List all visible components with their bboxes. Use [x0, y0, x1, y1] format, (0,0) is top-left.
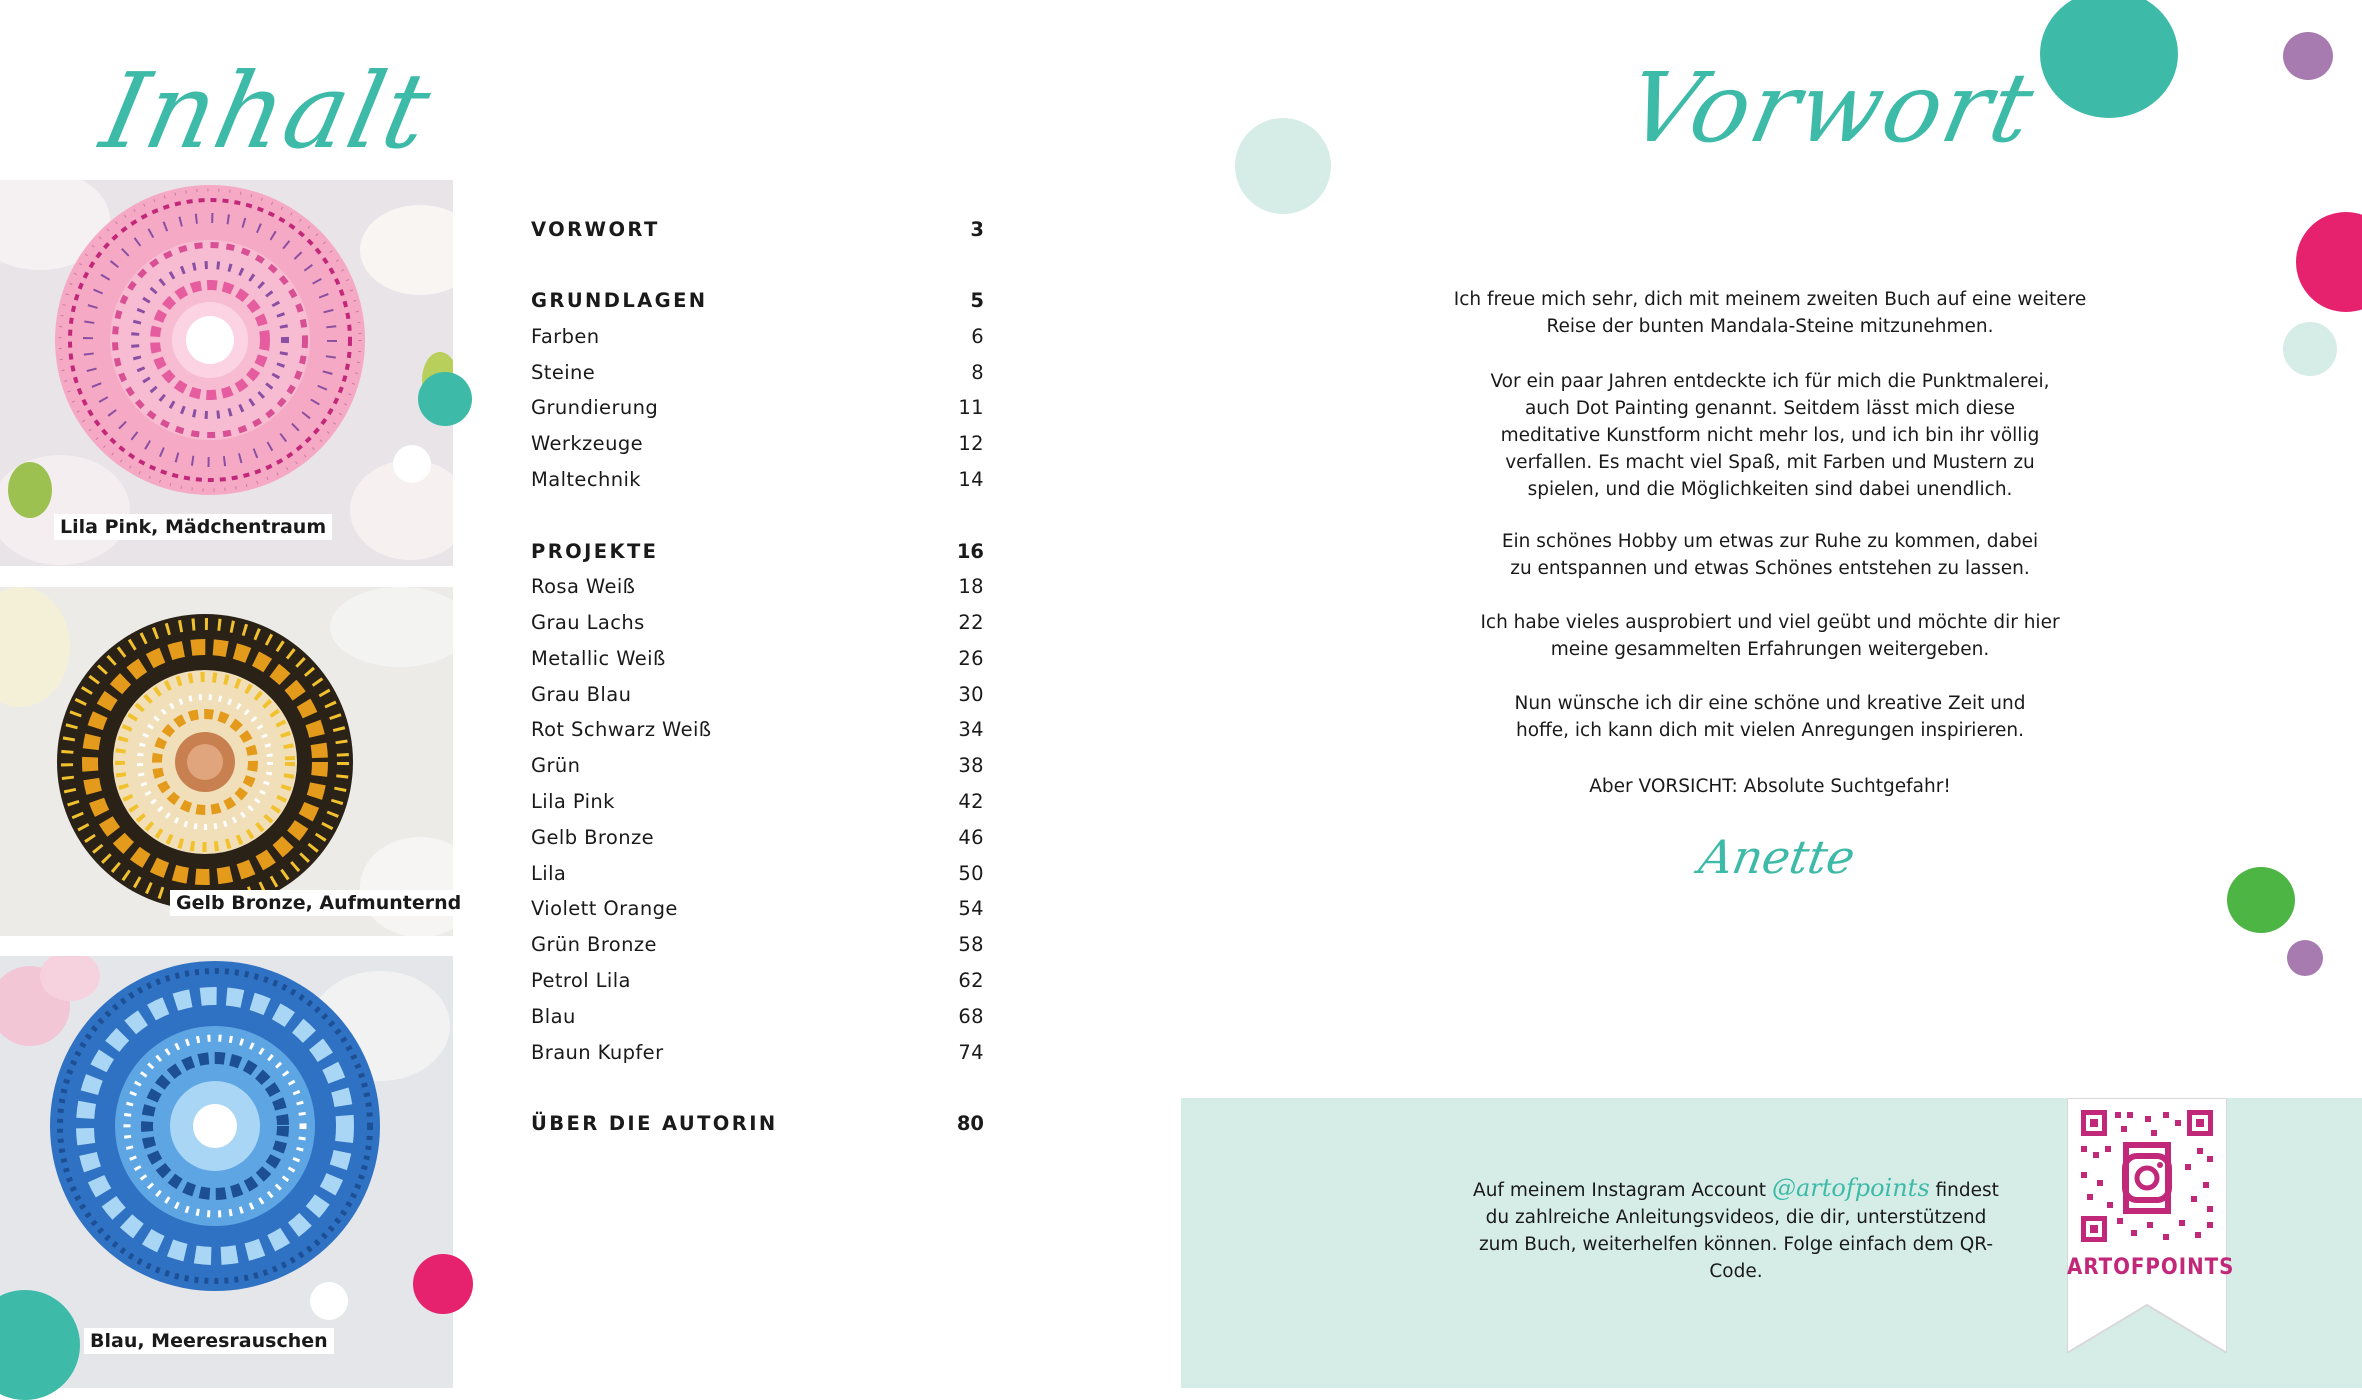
- toc-entry-page: 5: [970, 289, 984, 312]
- toc-entry: [531, 933, 984, 967]
- toc-entry: [531, 1112, 984, 1146]
- toc-entry: [531, 754, 984, 788]
- foreword-paragraph: Vor ein paar Jahren entdeckte ich für mich die Punktmalerei, auch Dot Painting genannt. Seitdem lässt mich diese meditative Kunstform nicht mehr los, und ich bin ihr völlig verfallen. Es macht viel Spaß, mit Farben und Mustern zu spielen, und die Möglichkeiten sind dabei unendlich.: [1490, 371, 2050, 500]
- toc-entry-page: 8: [971, 361, 984, 384]
- toc-entry-label: Grau Blau: [531, 683, 632, 706]
- toc-entry-page: 68: [958, 1005, 984, 1028]
- instagram-text-after: findest du zahlreiche Anleitungsvideos, die dir, unterstützend zum Buch, weiterhelfen können. Folge einfach dem QR-Code.: [1478, 1180, 1999, 1282]
- toc-entry-label: Grau Lachs: [531, 611, 645, 634]
- toc-entry-page: 50: [958, 862, 984, 885]
- toc-entry-page: 46: [958, 826, 984, 849]
- toc-entry-label: Rot Schwarz Weiß: [531, 718, 712, 741]
- mint-dot-decoration: [2283, 322, 2337, 376]
- foreword-paragraph: Ich freue mich sehr, dich mit meinem zweiten Buch auf eine weitere Reise der bunten Mandala-Steine mitzunehmen.: [1453, 289, 2087, 337]
- toc-entry: [531, 969, 984, 1003]
- toc-entry-label: Grün: [531, 754, 581, 777]
- toc-entry-label: Steine: [531, 361, 596, 384]
- toc-entry-page: 18: [958, 575, 984, 598]
- toc-entry-label: Maltechnik: [531, 468, 641, 491]
- white-dot-decoration: [310, 1282, 348, 1320]
- toc-entry: [531, 432, 984, 466]
- toc-entry-label: Braun Kupfer: [531, 1041, 664, 1064]
- toc-entry: [531, 396, 984, 430]
- photo-caption-pink: Lila Pink, Mädchentraum: [54, 514, 332, 540]
- teal-dot-decoration: [2040, 0, 2178, 118]
- instagram-text-before: Auf meinem Instagram Account: [1473, 1180, 1767, 1201]
- toc-entry-page: 12: [958, 432, 984, 455]
- foreword-title: Vorwort: [1618, 52, 2045, 164]
- foreword-paragraph: Ich habe vieles ausprobiert und viel geübt und möchte dir hier meine gesammelten Erfahrungen weitergeben.: [1480, 612, 2060, 660]
- toc-entry-label: PROJEKTE: [531, 540, 659, 563]
- toc-entry: [531, 611, 984, 645]
- toc-entry: [531, 575, 984, 609]
- toc-entry-page: 26: [958, 647, 984, 670]
- toc-entry: [531, 826, 984, 860]
- toc-entry-label: GRUNDLAGEN: [531, 289, 708, 312]
- photo-caption-yellow: Gelb Bronze, Aufmunternd: [170, 890, 467, 916]
- toc-entry-page: 38: [958, 754, 984, 777]
- toc-entry-page: 14: [958, 468, 984, 491]
- toc-entry-page: 74: [958, 1041, 984, 1064]
- photo-yellow-mandala-stone: [0, 587, 453, 936]
- toc-entry-label: Violett Orange: [531, 897, 678, 920]
- toc-entry-page: 6: [971, 325, 984, 348]
- toc-entry: [531, 218, 984, 252]
- foreword-paragraph: Nun wünsche ich dir eine schöne und kreative Zeit und hoffe, ich kann dich mit vielen Anregungen inspirieren.: [1514, 693, 2026, 741]
- toc-entry-label: Petrol Lila: [531, 969, 631, 992]
- purple-dot-decoration: [2287, 940, 2323, 976]
- photo-caption-blue: Blau, Meeresrauschen: [84, 1328, 334, 1354]
- toc-entry: [531, 718, 984, 752]
- toc-entry-label: Lila Pink: [531, 790, 615, 813]
- toc-entry-page: 58: [958, 933, 984, 956]
- toc-entry: [531, 790, 984, 824]
- toc-entry-page: 11: [958, 396, 984, 419]
- toc-entry: [531, 361, 984, 395]
- toc-entry: [531, 289, 984, 323]
- toc-entry-label: Blau: [531, 1005, 576, 1028]
- toc-entry-label: Farben: [531, 325, 600, 348]
- toc-entry: [531, 683, 984, 717]
- toc-entry-label: Werkzeuge: [531, 432, 644, 455]
- foreword-paragraph: Aber VORSICHT: Absolute Suchtgefahr!: [1589, 776, 1951, 797]
- toc-entry-page: 34: [958, 718, 984, 741]
- toc-entry-label: Lila: [531, 862, 567, 885]
- instagram-handle[interactable]: @artofpoints: [1771, 1174, 1930, 1202]
- toc-entry-page: 42: [958, 790, 984, 813]
- toc-entry: [531, 862, 984, 896]
- contents-title: Inhalt: [92, 50, 443, 172]
- toc-entry-label: Grün Bronze: [531, 933, 657, 956]
- toc-entry-page: 22: [958, 611, 984, 634]
- magenta-dot-decoration: [2296, 212, 2362, 312]
- toc-entry-page: 16: [956, 540, 984, 563]
- toc-entry: [531, 897, 984, 931]
- magenta-dot-decoration: [413, 1254, 473, 1314]
- instagram-info-text: [1466, 1175, 2006, 1285]
- toc-entry-label: Gelb Bronze: [531, 826, 654, 849]
- toc-entry: [531, 647, 984, 681]
- green-dot-decoration: [2227, 867, 2295, 933]
- toc-entry-label: VORWORT: [531, 218, 660, 241]
- teal-dot-decoration: [418, 372, 472, 426]
- toc-entry-label: Metallic Weiß: [531, 647, 666, 670]
- purple-dot-decoration: [2283, 32, 2333, 80]
- toc-entry: [531, 1005, 984, 1039]
- qr-code-label: ARTOFPOINTS: [2067, 1255, 2235, 1280]
- qr-code-ribbon[interactable]: [2067, 1098, 2235, 1353]
- toc-entry: [531, 468, 984, 502]
- author-signature: Anette: [1695, 830, 1860, 884]
- mint-dot-decoration: [1235, 118, 1331, 214]
- toc-entry-page: 62: [958, 969, 984, 992]
- toc-entry: [531, 1041, 984, 1075]
- toc-entry-page: 54: [958, 897, 984, 920]
- foreword-paragraph: Ein schönes Hobby um etwas zur Ruhe zu kommen, dabei zu entspannen und etwas Schönes entstehen zu lassen.: [1501, 531, 2039, 579]
- toc-entry: [531, 325, 984, 359]
- toc-entry: [531, 540, 984, 574]
- toc-entry-label: Rosa Weiß: [531, 575, 636, 598]
- toc-entry-label: Grundierung: [531, 396, 659, 419]
- toc-entry-page: 80: [956, 1112, 984, 1135]
- photo-pink-mandala-stone: [0, 180, 453, 566]
- toc-entry-label: ÜBER DIE AUTORIN: [531, 1112, 778, 1135]
- toc-entry-page: 3: [970, 218, 984, 241]
- toc-entry-page: 30: [958, 683, 984, 706]
- white-dot-decoration: [393, 445, 431, 483]
